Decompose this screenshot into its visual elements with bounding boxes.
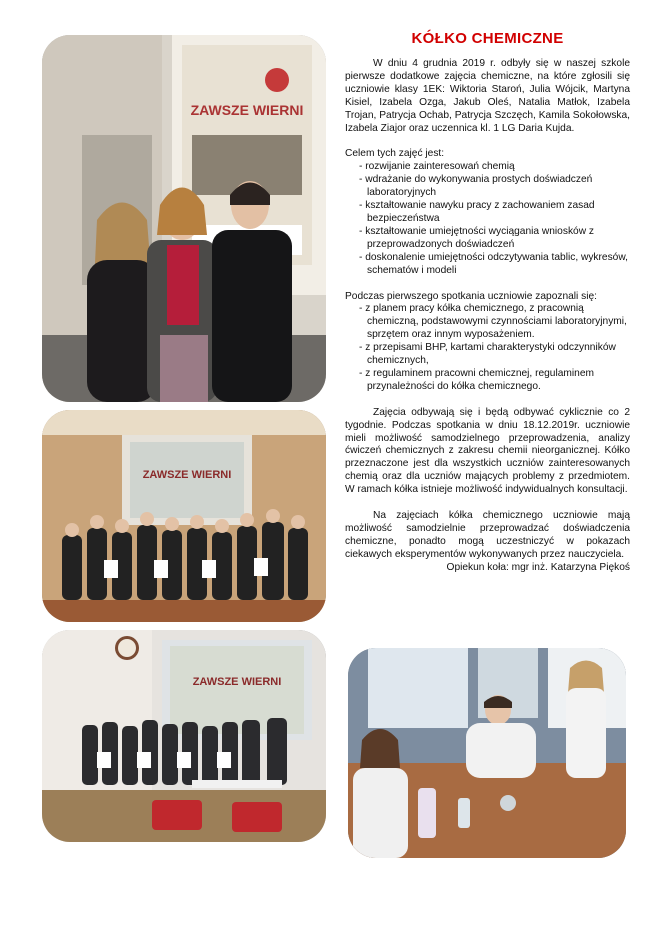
goal-item: - kształtowanie umiejętności wyciągania wniosków z przeprowadzonych doświadczeń xyxy=(359,225,594,250)
first-meeting-list xyxy=(345,303,630,393)
schedule-paragraph: Zajęcia odbywają się i będą odbywać cyklicznie co 2 tygodnie. Podczas spotkania w dniu 18.12.2019r. uczniowie mieli możliwość samodzielnego przeprowadzenia, analizy ćwiczeń chemicznych z zakresu chemii nieorganicznej. Kółko przeznaczone jest dla wszystkich uczniów zainteresowanych chemią oraz dla uczniów mających problemy z przedmiotem. W ramach kółka istnieje możliwość indywidualnych konsultacji. xyxy=(345,406,630,496)
article-title: KÓŁKO CHEMICZNE xyxy=(411,30,564,47)
photo-chemistry-lab xyxy=(348,648,626,858)
photo-award-portrait xyxy=(42,35,326,402)
photo-group-ceremony xyxy=(42,410,326,622)
goal-item: - kształtowanie nawyku pracy z zachowaniem zasad bezpieczeństwa xyxy=(359,200,595,224)
spacer xyxy=(345,497,630,510)
article xyxy=(345,30,630,575)
screen-title: ZAWSZE WIERNI xyxy=(142,469,232,481)
photo-award-portrait-image xyxy=(42,35,326,402)
goals-list xyxy=(345,161,630,277)
signature: Opiekun koła: mgr inż. Katarzyna Piękoś xyxy=(446,561,630,573)
photo-hall-ceremony-image xyxy=(42,630,326,842)
goal-item: - rozwijanie zainteresowań chemią xyxy=(359,161,515,173)
banner-title: ZAWSZE WIERNI xyxy=(190,102,304,118)
spacer xyxy=(345,394,630,407)
experiments-paragraph: Na zajęciach kółka chemicznego uczniowie mają możliwość samodzielnie przeprowadzać doświadczenia chemiczne, ponadto mogą uczestniczyć w pokazach ciekawych eksperymentów wykonywanych przez nauczyciela. xyxy=(345,510,630,560)
spacer xyxy=(345,278,630,291)
first-meeting-heading: Podczas pierwszego spotkania uczniowie zapoznali się: xyxy=(345,290,597,302)
first-meeting-item: - z przepisami BHP, kartami charakterystyki odczynników chemicznych, xyxy=(359,342,616,367)
photo-group-ceremony-image xyxy=(42,410,326,622)
goals-heading: Celem tych zajęć jest: xyxy=(345,148,445,160)
spacer xyxy=(345,135,630,148)
first-meeting-item: - z planem pracy kółka chemicznego, z pracownią chemiczną, podstawowymi czynnościami laboratoryjnymi, sprzętem oraz innym wyposażeniem. xyxy=(359,303,627,341)
photo-hall-ceremony xyxy=(42,630,326,842)
goal-item: - wdrażanie do wykonywania prostych doświadczeń laboratoryjnych xyxy=(359,174,593,199)
intro-paragraph: W dniu 4 grudnia 2019 r. odbyły się w naszej szkole pierwsze dodatkowe zajęcia chemiczne, na które zgłosili się uczniowie klasy 1EK: Wiktoria Staroń, Julia Wójcik, Martyna Kisiel, Izabela Ozga, Jakub Oleś, Natalia Matłok, Izabela Trojan, Patrycja Ochab, Patrycja Szczęch, Kamila Sokołowska, Izabela Ziajor oraz uczennica kl. 1 LG Daria Kujda. xyxy=(345,58,630,134)
first-meeting-item: - z regulaminem pracowni chemicznej, regulaminem przynależności do kółka chemicznego. xyxy=(359,367,594,392)
photo-chemistry-lab-image xyxy=(348,648,626,858)
screen-title-2: ZAWSZE WIERNI xyxy=(192,676,282,688)
goal-item: - doskonalenie umiejętności odczytywania tablic, wykresów, schematów i modeli xyxy=(359,251,628,276)
